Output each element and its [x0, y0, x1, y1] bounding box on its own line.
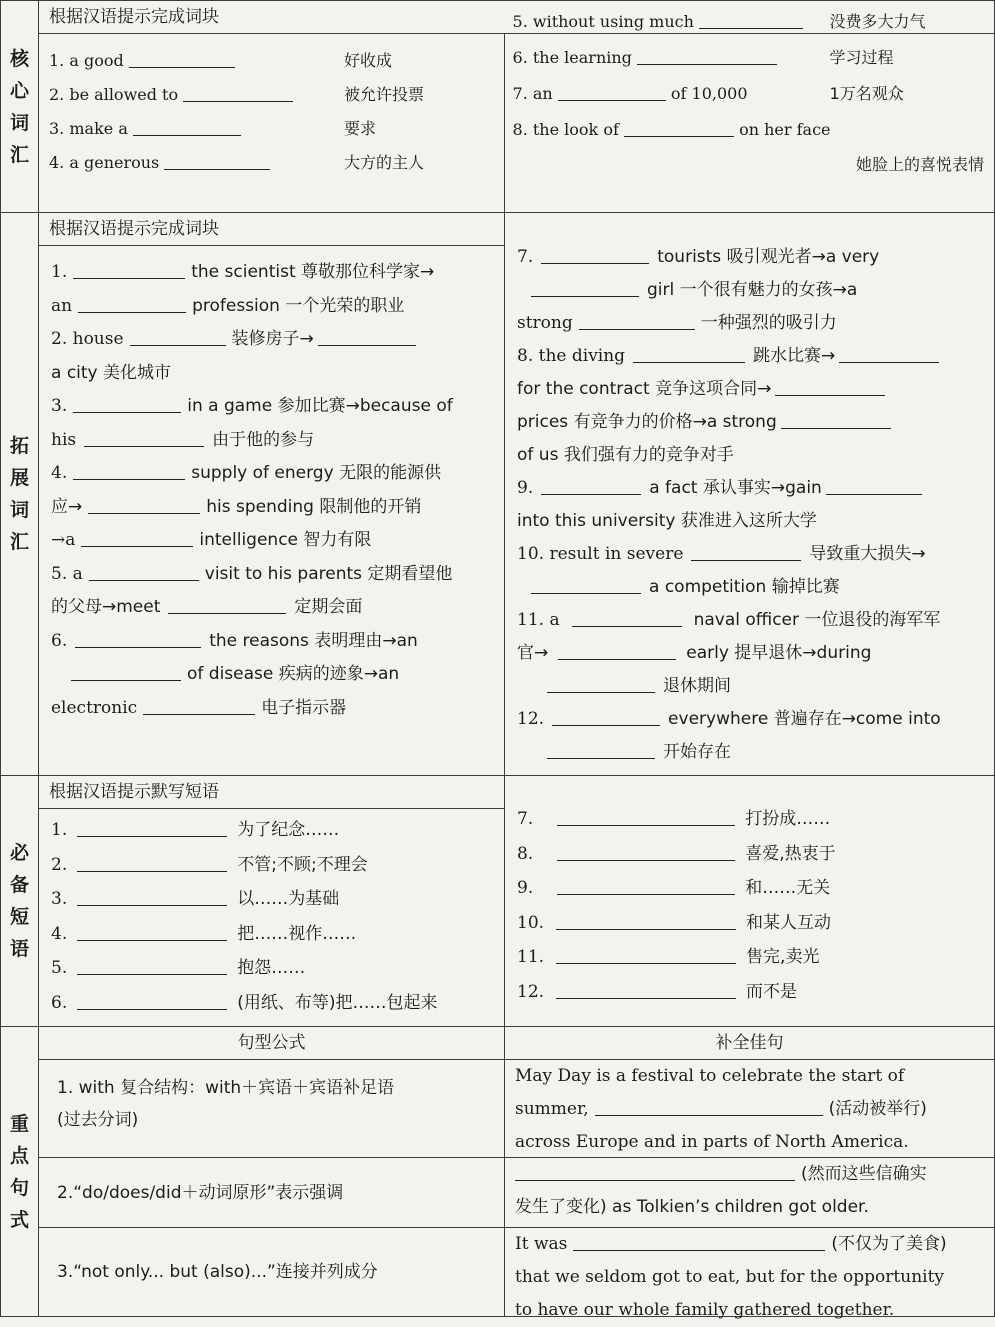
core-vocab-instruction: 根据汉语提示完成词块	[39, 1, 994, 34]
ext-line: 应→ his spending 限制他的开销	[51, 491, 494, 525]
answer-blank[interactable]	[531, 276, 639, 297]
answer-blank[interactable]	[547, 738, 655, 759]
answer-blank[interactable]	[699, 8, 803, 29]
answer-blank[interactable]	[143, 694, 255, 715]
core-item-3: 3. make a 要求	[49, 112, 494, 146]
answer-blank[interactable]	[558, 80, 666, 101]
extended-left-list	[39, 246, 504, 731]
answer-blank[interactable]	[515, 1160, 795, 1181]
answer-blank[interactable]	[775, 375, 885, 396]
phrase-line: 12. 而不是	[517, 975, 984, 1010]
phrase-line: 4. 把……视作……	[51, 917, 494, 952]
sentence-1: May Day is a festival to celebrate the start of summer, (活动被举行) across Europe and in parts of North America.	[505, 1060, 994, 1158]
answer-blank[interactable]	[781, 408, 891, 429]
ext-line: 退休期间	[517, 670, 984, 703]
section-label-core-vocab: 核 心 词 汇	[1, 1, 39, 213]
formula-2: 2.“do/does/did＋动词原形”表示强调	[39, 1158, 504, 1228]
ext-line: a city 美化城市	[51, 362, 172, 383]
answer-blank[interactable]	[77, 851, 227, 872]
answer-blank[interactable]	[133, 115, 241, 136]
core-item-2: 2. be allowed to 被允许投票	[49, 78, 494, 112]
answer-blank[interactable]	[637, 44, 777, 65]
phrase-line: 9. 和……无关	[517, 871, 984, 906]
ext-line: prices 有竞争力的价格→a strong	[517, 406, 984, 439]
ext-line: 10. result in severe 导致重大损失→	[517, 538, 984, 571]
answer-blank[interactable]	[573, 1230, 825, 1251]
answer-blank[interactable]	[78, 292, 186, 313]
answer-blank[interactable]	[558, 639, 676, 660]
answer-blank[interactable]	[557, 805, 735, 826]
answer-blank[interactable]	[595, 1095, 823, 1116]
answer-blank[interactable]	[624, 116, 734, 137]
ext-line: 9. a fact 承认事实→gain	[517, 472, 984, 505]
formula-3: 3.“not only... but (also)...”连接并列成分	[57, 1262, 378, 1282]
answer-blank[interactable]	[572, 606, 682, 627]
answer-blank[interactable]	[633, 342, 745, 363]
ext-line: of us 我们强有力的竞争对手	[517, 445, 734, 465]
sentence-completion-header: 补全佳句	[505, 1027, 994, 1060]
ext-line: girl 一个很有魅力的女孩→a	[517, 274, 984, 307]
ext-line: strong 一种强烈的吸引力	[517, 307, 984, 340]
ext-line: 4. supply of energy 无限的能源供	[51, 457, 494, 491]
answer-blank[interactable]	[77, 954, 227, 975]
answer-blank[interactable]	[556, 909, 736, 930]
answer-blank[interactable]	[164, 149, 270, 170]
core-item-6: 6. the learning 学习过程	[513, 40, 984, 76]
core-item-8-cn: 她脸上的喜悦表情	[855, 155, 984, 174]
ext-line: 8. the diving 跳水比赛→	[517, 340, 984, 373]
ext-line: 5. a visit to his parents 定期看望他	[51, 558, 494, 592]
phrases-left-list	[39, 809, 504, 1026]
answer-blank[interactable]	[541, 474, 641, 495]
answer-blank[interactable]	[77, 885, 227, 906]
answer-blank[interactable]	[541, 243, 649, 264]
core-item-1: 1. a good 好收成	[49, 44, 494, 78]
ext-line: 开始存在	[517, 736, 984, 769]
answer-blank[interactable]	[88, 493, 200, 514]
ext-line: of disease 疾病的迹象→an	[51, 658, 494, 692]
answer-blank[interactable]	[73, 392, 181, 413]
ext-line: electronic 电子指示器	[51, 692, 494, 726]
answer-blank[interactable]	[168, 593, 286, 614]
core-item-5: 5. without using much 没费多大力气	[513, 4, 984, 40]
answer-blank[interactable]	[81, 526, 193, 547]
ext-line: his 由于他的参与	[51, 424, 494, 458]
answer-blank[interactable]	[531, 573, 641, 594]
section-label-phrases: 必 备 短 语	[1, 776, 39, 1027]
ext-line: 12. everywhere 普遍存在→come into	[517, 703, 984, 736]
ext-line: 11. a naval officer 一位退役的海军军	[517, 604, 984, 637]
answer-blank[interactable]	[579, 309, 695, 330]
answer-blank[interactable]	[77, 816, 227, 837]
phrase-line: 11. 售完,卖光	[517, 940, 984, 975]
extended-right-list	[505, 219, 994, 775]
ext-line: →a intelligence 智力有限	[51, 524, 494, 558]
answer-blank[interactable]	[89, 560, 199, 581]
phrase-line: 10. 和某人互动	[517, 906, 984, 941]
core-item-8: 8. the look of on her face	[513, 112, 984, 148]
ext-line: 7. tourists 吸引观光者→a very	[517, 241, 984, 274]
answer-blank[interactable]	[84, 426, 204, 447]
answer-blank[interactable]	[75, 627, 201, 648]
answer-blank[interactable]	[129, 47, 235, 68]
answer-blank[interactable]	[77, 989, 227, 1010]
ext-line: 3. in a game 参加比赛→because of	[51, 390, 494, 424]
ext-line: 官→ early 提早退休→during	[517, 637, 984, 670]
answer-blank[interactable]	[826, 474, 922, 495]
ext-line: 的父母→meet 定期会面	[51, 591, 494, 625]
phrase-line: 7. 打扮成……	[517, 802, 984, 837]
answer-blank[interactable]	[318, 325, 416, 346]
phrase-line: 8. 喜爱,热衷于	[517, 837, 984, 872]
answer-blank[interactable]	[77, 920, 227, 941]
answer-blank[interactable]	[839, 342, 939, 363]
phrases-instruction: 根据汉语提示默写短语	[39, 776, 504, 809]
answer-blank[interactable]	[73, 459, 185, 480]
answer-blank[interactable]	[556, 943, 736, 964]
answer-blank[interactable]	[130, 325, 226, 346]
answer-blank[interactable]	[557, 874, 735, 895]
phrases-right-list	[505, 776, 994, 1015]
ext-line: into this university 获准进入这所大学	[517, 511, 817, 531]
answer-blank[interactable]	[557, 840, 735, 861]
phrase-line: 2. 不管;不顾;不理会	[51, 848, 494, 883]
answer-blank[interactable]	[71, 660, 181, 681]
ext-line: 2. house 装修房子→	[51, 323, 494, 357]
section-label-extended-vocab: 拓 展 词 汇	[1, 213, 39, 776]
core-item-4: 4. a generous 大方的主人	[49, 146, 494, 180]
answer-blank[interactable]	[73, 258, 185, 279]
extended-vocab-instruction: 根据汉语提示完成词块	[39, 213, 504, 246]
formula-1: 1. with 复合结构：with＋宾语＋宾语补足语 (过去分词)	[39, 1060, 504, 1158]
ext-line: 1. the scientist 尊敬那位科学家→	[51, 256, 494, 290]
ext-line: for the contract 竞争这项合同→	[517, 373, 984, 406]
phrase-line: 1. 为了纪念……	[51, 813, 494, 848]
answer-blank[interactable]	[691, 540, 801, 561]
answer-blank[interactable]	[556, 978, 736, 999]
section-label-sentences: 重 点 句 式	[1, 1027, 39, 1317]
answer-blank[interactable]	[552, 705, 660, 726]
core-item-7: 7. an of 10,000 1万名观众	[513, 76, 984, 112]
phrase-line: 3. 以……为基础	[51, 882, 494, 917]
answer-blank[interactable]	[547, 672, 655, 693]
ext-line: a competition 输掉比赛	[517, 571, 984, 604]
sentence-formula-header: 句型公式	[39, 1027, 504, 1060]
answer-blank[interactable]	[183, 81, 293, 102]
phrase-line: 6. (用纸、布等)把……包起来	[51, 986, 494, 1021]
phrase-line: 5. 抱怨……	[51, 951, 494, 986]
sentence-3: It was (不仅为了美食) that we seldom got to eat, but for the opportunity to have our whole family gathered together.	[505, 1228, 994, 1316]
ext-line: 6. the reasons 表明理由→an	[51, 625, 494, 659]
sentence-2: (然而这些信确实 发生了变化) as Tolkien’s children got older.	[505, 1158, 994, 1228]
ext-line: an profession 一个光荣的职业	[51, 290, 494, 324]
